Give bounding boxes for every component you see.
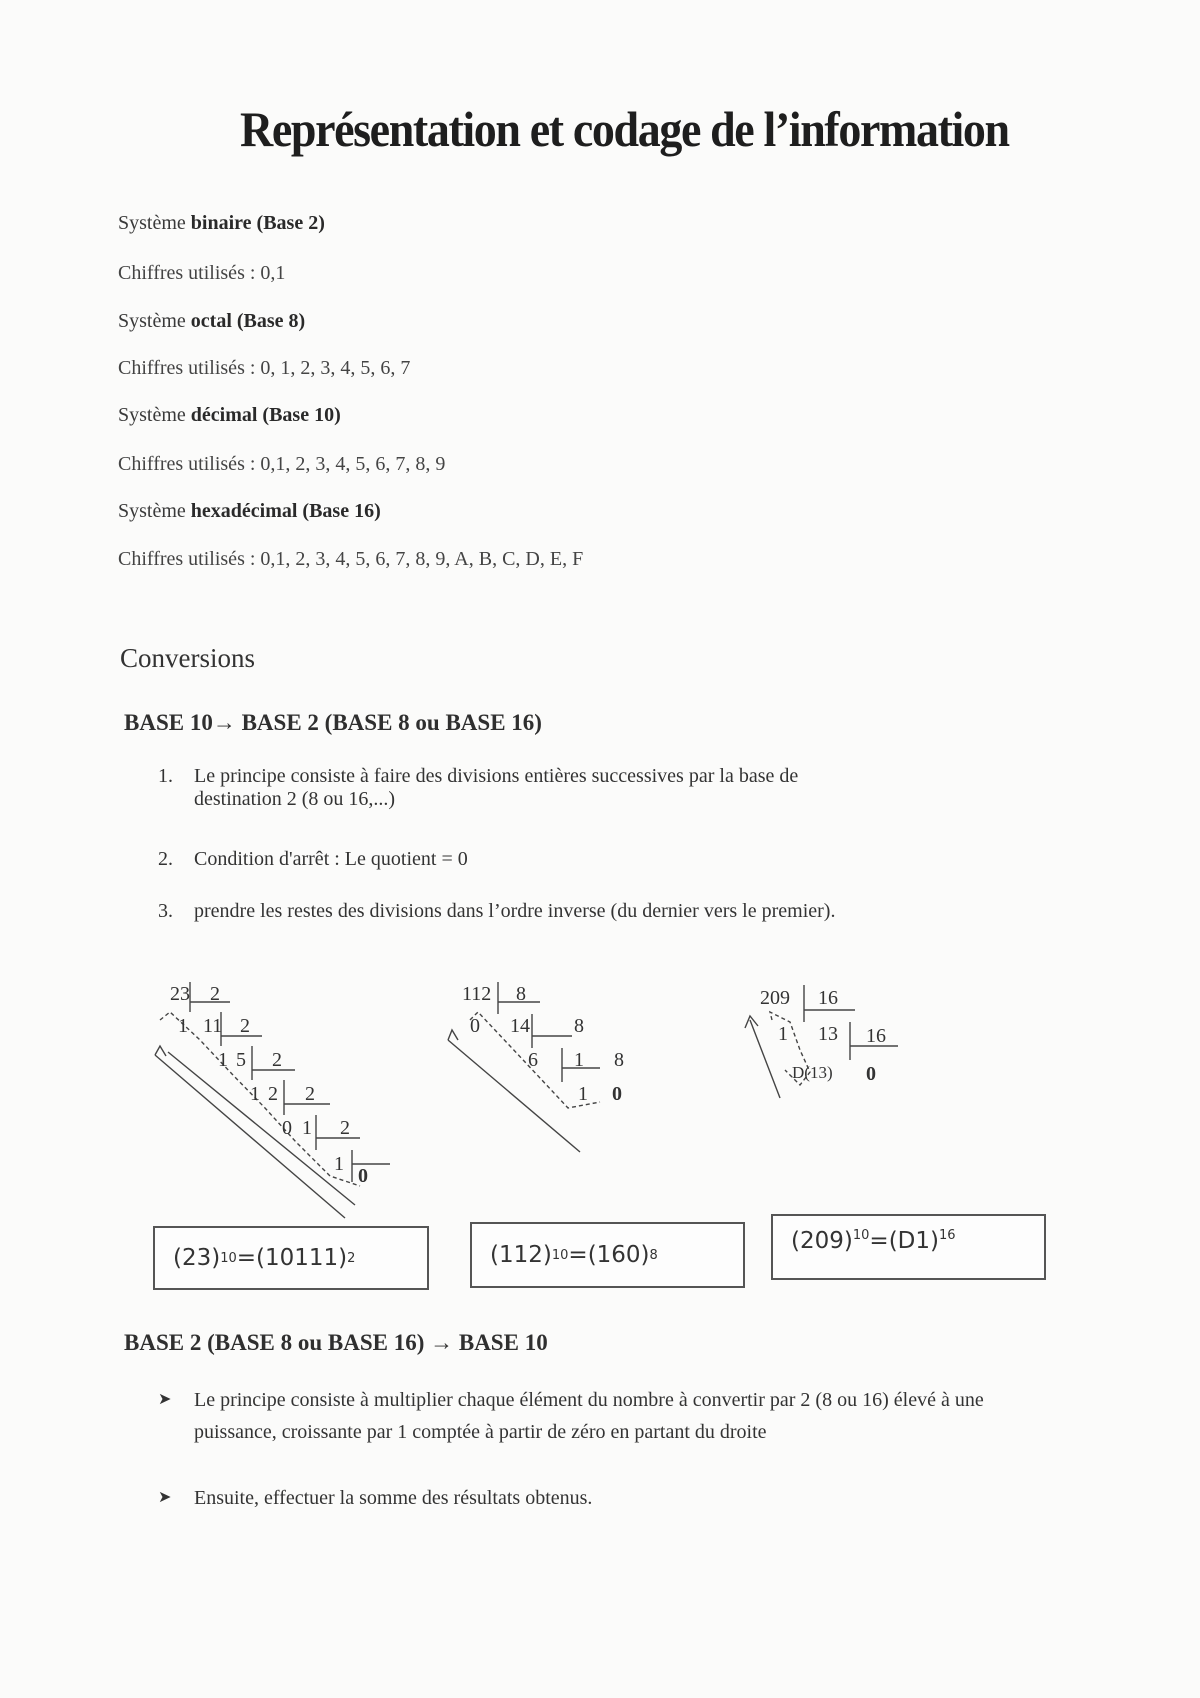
- result-equals: =: [568, 1242, 588, 1268]
- arrow-bullet-icon: ➤: [158, 1489, 172, 1506]
- bullet-1: [158, 1384, 1034, 1448]
- system-prefix: Système: [118, 404, 191, 426]
- result-right-base: 8: [649, 1247, 658, 1263]
- remainder: 0: [470, 1015, 480, 1037]
- result-left: (23): [173, 1245, 221, 1271]
- arrow-bullet-icon: ➤: [158, 1391, 172, 1408]
- dividend: 209: [760, 987, 790, 1009]
- result-right: (D1): [888, 1228, 939, 1254]
- result-left: (209): [791, 1228, 853, 1254]
- remainder: 1: [178, 1015, 188, 1037]
- system-prefix: Système: [118, 500, 191, 522]
- dividend: 23: [170, 983, 190, 1005]
- result-left-base: 10: [220, 1250, 237, 1266]
- system-name: binaire (Base 2): [190, 212, 325, 234]
- step-number: 2.: [158, 848, 173, 870]
- result-left: (112): [490, 1242, 552, 1268]
- step-number: 1.: [158, 765, 173, 787]
- step-text-line: destination 2 (8 ou 16,...): [194, 788, 396, 810]
- step-number: 3.: [158, 900, 173, 922]
- result-equals: =: [869, 1228, 889, 1254]
- result-right-base: 2: [347, 1250, 356, 1266]
- result-right-base: 16: [938, 1228, 956, 1243]
- dividend: 13: [818, 1023, 838, 1045]
- dividend: 14: [510, 1015, 530, 1037]
- step-text: Condition d'arrêt : Le quotient = 0: [194, 848, 468, 870]
- divisor: 8: [574, 1015, 584, 1037]
- remainder: 1: [218, 1049, 228, 1071]
- step-3: [158, 900, 835, 923]
- dividend: 5: [236, 1049, 246, 1071]
- result-box-base2: [153, 1226, 429, 1290]
- step-text: [194, 765, 798, 811]
- division-labels-base8: [462, 983, 624, 1105]
- result-right: (160): [587, 1242, 650, 1268]
- divisor: 8: [516, 983, 526, 1005]
- step-text: prendre les restes des divisions dans l’ordre inverse (du dernier vers le premier).: [194, 900, 836, 922]
- system-decimal-digits: Chiffres utilisés : 0,1, 2, 3, 4, 5, 6, 7, 8, 9: [118, 453, 446, 475]
- remainder: D(13): [792, 1063, 833, 1082]
- divisor: 16: [866, 1025, 886, 1047]
- division-labels-base16: [760, 987, 886, 1085]
- system-binary-heading: [118, 212, 325, 235]
- step-1: [158, 765, 798, 811]
- system-name: décimal (Base 10): [190, 404, 341, 426]
- result-right: (10111): [256, 1245, 348, 1271]
- system-binary-digits: Chiffres utilisés : 0,1: [118, 262, 286, 284]
- result-left-base: 10: [551, 1247, 569, 1263]
- final-quotient: 0: [866, 1063, 876, 1085]
- system-name: octal (Base 8): [190, 310, 306, 332]
- section2-heading: BASE 2 (BASE 8 ou BASE 16) → BASE 10: [124, 1330, 548, 1355]
- bullet-2: [158, 1482, 1034, 1514]
- result-box-base8: [470, 1222, 745, 1288]
- step-2: [158, 848, 468, 871]
- final-quotient: 0: [358, 1165, 368, 1187]
- remainder: 1: [334, 1153, 344, 1175]
- page-title: Représentation et codage de l’information: [240, 101, 1009, 157]
- division-labels-base2: [170, 983, 368, 1187]
- remainder: 0: [282, 1117, 292, 1139]
- system-prefix: Système: [118, 310, 191, 332]
- step-text-line: Le principe consiste à faire des divisions entières successives par la base de: [194, 765, 799, 787]
- divisor: 2: [240, 1015, 250, 1037]
- conversions-heading: Conversions: [120, 643, 255, 673]
- section1-heading: BASE 10→ BASE 2 (BASE 8 ou BASE 16): [124, 710, 542, 735]
- system-prefix: Système: [118, 212, 191, 234]
- dividend: 1: [574, 1049, 584, 1071]
- divisor: 2: [340, 1117, 350, 1139]
- system-hexadecimal-heading: [118, 500, 381, 523]
- bullet-text: Le principe consiste à multiplier chaque élément du nombre à convertir par 2 (8 ou 16) élevé à une puissance, croissante par 1 comptée à partir de zéro en partant du droite: [194, 1389, 984, 1443]
- remainder: 1: [250, 1083, 260, 1105]
- result-equals: =: [236, 1245, 257, 1271]
- result-left-base: 10: [852, 1228, 870, 1243]
- system-octal-digits: Chiffres utilisés : 0, 1, 2, 3, 4, 5, 6, 7: [118, 357, 411, 379]
- system-octal-heading: [118, 310, 305, 333]
- divisor: 8: [614, 1049, 624, 1071]
- final-quotient: 0: [612, 1083, 622, 1105]
- bullet-text: Ensuite, effectuer la somme des résultats obtenus.: [194, 1487, 593, 1509]
- result-box-base16: [771, 1214, 1046, 1280]
- dividend: 11: [203, 1015, 223, 1037]
- system-name: hexadécimal (Base 16): [190, 500, 381, 522]
- divisor: 2: [272, 1049, 282, 1071]
- remainder: 1: [578, 1083, 588, 1105]
- remainder: 1: [778, 1023, 788, 1045]
- remainder: 6: [528, 1049, 538, 1071]
- dividend: 2: [268, 1083, 278, 1105]
- divisor: 2: [210, 983, 220, 1005]
- system-decimal-heading: [118, 404, 341, 427]
- dividend: 1: [302, 1117, 312, 1139]
- divisor: 16: [818, 987, 838, 1009]
- system-hexadecimal-digits: Chiffres utilisés : 0,1, 2, 3, 4, 5, 6, 7, 8, 9, A, B, C, D, E, F: [118, 548, 584, 570]
- divisor: 2: [305, 1083, 315, 1105]
- dividend: 112: [462, 983, 492, 1005]
